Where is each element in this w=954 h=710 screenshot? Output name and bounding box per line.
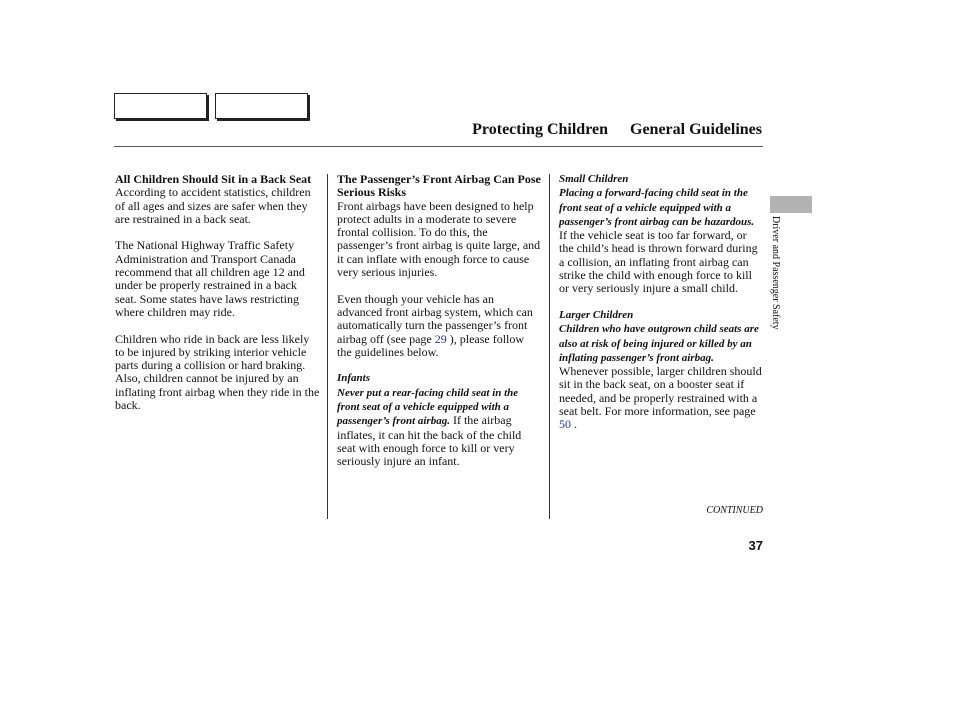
back-seat-paragraph-2: The National Highway Traffic Safety Administration and Transport Canada recommend that all children age 12 and under be properly restrained in a back seat. Some states have laws restricting where children may ride. [115,238,305,319]
page-header [472,121,762,139]
page-29-link[interactable]: 29 [434,331,447,346]
infants-paragraph: Never put a rear-facing child seat in the front seat of a vehicle equipped with a passenger’s front airbag. If the airbag inflates, it can hit the back of the child seat with enough force to kill or very seriously injure an infant. [337,386,522,469]
column-divider [327,174,328,519]
small-children-heading: Small Children [559,173,629,185]
section-title: Protecting Children [472,121,608,138]
airbag-risks-heading: The Passenger’s Front Airbag Can Pose Serious Risks [337,172,541,200]
back-seat-paragraph-1: According to accident statistics, children of all ages and sizes are safer when they are restrained in a back seat. [115,185,311,226]
larger-children-warning: Children who have outgrown child seats are also at risk of being injured or killed by an inflating passenger’s front airbag. [559,323,759,364]
page-50-link[interactable]: 50 [559,417,571,432]
airbag-paragraph-2: Even though your vehicle has an advanced front airbag system, which can automatically turn the passenger’s front airbag off (see page 29 ), please follow the guidelines below. [337,291,533,359]
subsection-title: General Guidelines [630,121,762,138]
larger-children-paragraph: Children who have outgrown child seats are also at risk of being injured or killed by an inflating passenger’s front airbag. Whenever possible, larger children should sit in the back seat, on a booster seat if needed, and be properly restrained with a seat belt. For more information, see page 50 . [559,323,762,432]
next-page-button[interactable] [215,93,308,119]
section-tab [770,196,812,213]
continued-label: CONTINUED [706,505,763,516]
column-1 [115,173,321,426]
section-side-label: Driver and Passenger Safety [770,216,781,330]
infants-heading: Infants [337,372,371,385]
small-children-warning: Placing a forward-facing child seat in the front seat of a vehicle equipped with a passenger’s front airbag can be hazardous. [559,187,755,228]
small-children-paragraph: Placing a forward-facing child seat in the front seat of a vehicle equipped with a passenger’s front airbag can be hazardous. If the vehicle seat is too far forward, or the child’s head is thrown forward during a collision, an inflating front airbag can strike the child with enough force to kill or very seriously injure a small child. [559,187,758,296]
airbag-paragraph-1: Front airbags have been designed to help protect adults in a moderate to severe frontal collision. To do this, the passenger’s front airbag is quite large, and it can inflate with enough force to cause very serious injuries. [337,198,541,280]
previous-page-button[interactable] [114,93,207,119]
column-2 [337,173,541,482]
back-seat-paragraph-3: Children who ride in back are less likely to be injured by striking interior vehicle parts during a collision or hard braking. Also, children cannot be injured by an inflating front airbag when they ride in the back. [115,331,320,413]
infants-warning: Never put a rear-facing child seat in the front seat of a vehicle equipped with a passenger’s front airbag. [337,386,519,428]
column-3 [559,173,764,445]
header-rule [114,146,763,147]
page-number: 37 [748,538,763,553]
back-seat-heading: All Children Should Sit in a Back Seat [115,172,312,186]
column-divider [549,174,550,519]
larger-children-heading: Larger Children [559,308,634,321]
